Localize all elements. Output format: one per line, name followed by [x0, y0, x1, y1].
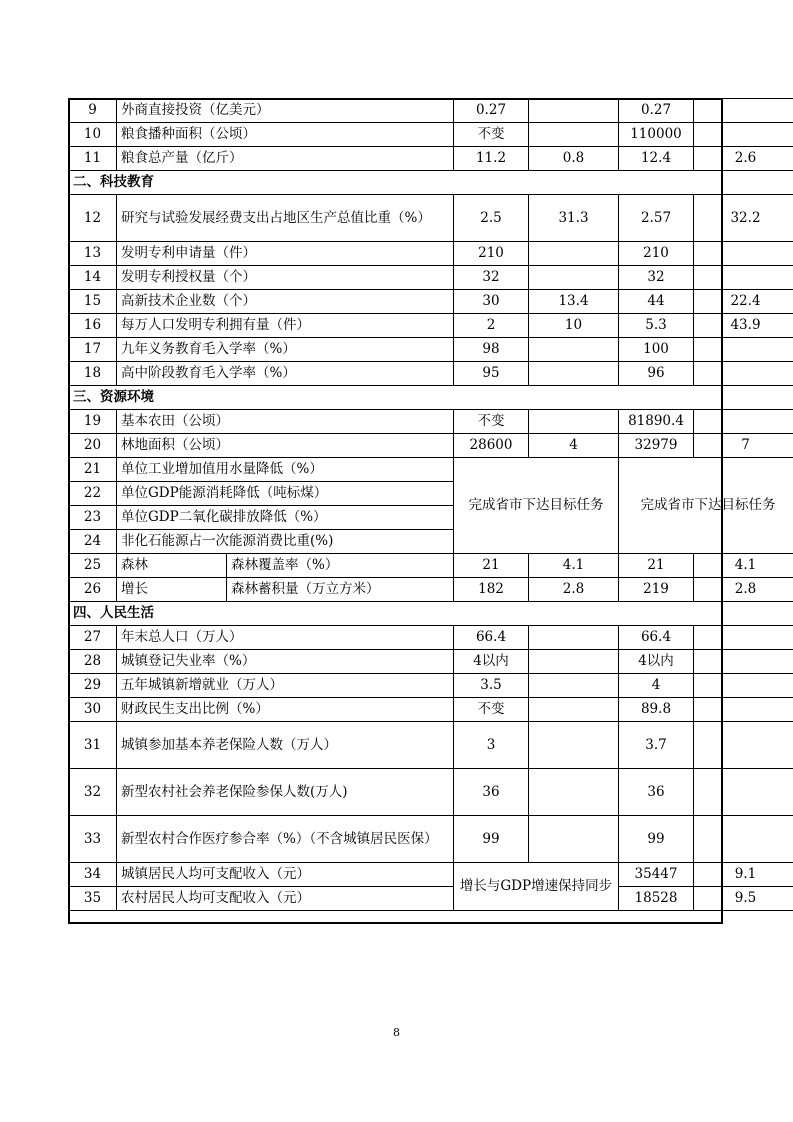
- indicator-name: 城镇登记失业率（%）: [117, 650, 454, 674]
- value-d: 4.1: [694, 554, 793, 578]
- section-title: 三、资源环境: [69, 386, 793, 410]
- value-c: 4以内: [619, 650, 694, 674]
- value-d: [694, 266, 793, 290]
- value-b: [529, 674, 619, 698]
- indicator-name: 粮食播种面积（公顷）: [117, 123, 454, 147]
- value-d: 2.6: [694, 147, 793, 171]
- target-note: 增长与GDP增速保持同步: [454, 863, 619, 911]
- value-d: [694, 362, 793, 386]
- value-b: [529, 722, 619, 769]
- group-label: 森林: [117, 554, 227, 578]
- value-b: 31.3: [529, 195, 619, 242]
- value-a: 不变: [454, 123, 529, 147]
- row-number: 10: [69, 123, 117, 147]
- indicator-name: 单位工业增加值用水量降低（%）: [117, 458, 454, 482]
- value-c: 99: [619, 816, 694, 863]
- table-row: [69, 650, 793, 674]
- value-b: [529, 123, 619, 147]
- section-title: 四、人民生活: [69, 602, 793, 626]
- row-number: 26: [69, 578, 117, 602]
- row-number: 9: [69, 99, 117, 123]
- value-b: 0.8: [529, 147, 619, 171]
- value-c: 32979: [619, 434, 694, 458]
- indicator-name: 五年城镇新增就业（万人）: [117, 674, 454, 698]
- table-row: [69, 314, 793, 338]
- value-b: [529, 266, 619, 290]
- table-row: [69, 434, 793, 458]
- indicator-name: 城镇居民人均可支配收入（元）: [117, 863, 454, 887]
- value-d: 43.9: [694, 314, 793, 338]
- value-a: 32: [454, 266, 529, 290]
- table-row: [69, 722, 793, 769]
- indicator-name: 高新技术企业数（个）: [117, 290, 454, 314]
- row-number: 20: [69, 434, 117, 458]
- indicator-name: 非化石能源占一次能源消费比重(%): [117, 530, 454, 554]
- indicator-table: [68, 98, 793, 911]
- value-a: 66.4: [454, 626, 529, 650]
- row-number: 19: [69, 410, 117, 434]
- indicator-name: 发明专利申请量（件）: [117, 242, 454, 266]
- value-b: [529, 99, 619, 123]
- value-c: 219: [619, 578, 694, 602]
- target-note: 完成省市下达目标任务: [619, 458, 793, 554]
- indicator-name: 年末总人口（万人）: [117, 626, 454, 650]
- table-row: [69, 554, 793, 578]
- value-c: 5.3: [619, 314, 694, 338]
- value-b: [529, 242, 619, 266]
- group-label: 增长: [117, 578, 227, 602]
- indicator-name: 森林覆盖率（%）: [227, 554, 454, 578]
- value-a: 36: [454, 769, 529, 816]
- value-c: 0.27: [619, 99, 694, 123]
- row-number: 32: [69, 769, 117, 816]
- table-row: [69, 410, 793, 434]
- value-a: 182: [454, 578, 529, 602]
- value-a: 2.5: [454, 195, 529, 242]
- row-number: 30: [69, 698, 117, 722]
- row-number: 21: [69, 458, 117, 482]
- row-number: 15: [69, 290, 117, 314]
- indicator-name: 林地面积（公顷）: [117, 434, 454, 458]
- value-d: [694, 650, 793, 674]
- value-b: [529, 362, 619, 386]
- row-number: 31: [69, 722, 117, 769]
- value-b: [529, 626, 619, 650]
- row-number: 16: [69, 314, 117, 338]
- value-a: 95: [454, 362, 529, 386]
- value-c: 12.4: [619, 147, 694, 171]
- value-d: [694, 674, 793, 698]
- value-d: 9.1: [694, 863, 793, 887]
- indicator-name: 财政民生支出比例（%）: [117, 698, 454, 722]
- table-row: [69, 195, 793, 242]
- value-d: 7: [694, 434, 793, 458]
- value-c: 3.7: [619, 722, 694, 769]
- value-d: 32.2: [694, 195, 793, 242]
- table-row: [69, 578, 793, 602]
- table-row: [69, 626, 793, 650]
- indicator-name: 森林蓄积量（万立方米）: [227, 578, 454, 602]
- table-body: [69, 99, 793, 911]
- indicator-name: 新型农村合作医疗参合率（%）（不含城镇居民医保）: [117, 816, 454, 863]
- value-d: [694, 626, 793, 650]
- indicator-name: 城镇参加基本养老保险人数（万人）: [117, 722, 454, 769]
- indicator-name: 农村居民人均可支配收入（元）: [117, 887, 454, 911]
- value-b: [529, 769, 619, 816]
- value-d: [694, 722, 793, 769]
- value-d: [694, 123, 793, 147]
- indicator-name: 研究与试验发展经费支出占地区生产总值比重（%）: [117, 195, 454, 242]
- indicator-name: 粮食总产量（亿斤）: [117, 147, 454, 171]
- value-b: [529, 816, 619, 863]
- row-number: 35: [69, 887, 117, 911]
- indicator-name: 高中阶段教育毛入学率（%）: [117, 362, 454, 386]
- row-number: 28: [69, 650, 117, 674]
- row-number: 17: [69, 338, 117, 362]
- value-a: 不变: [454, 698, 529, 722]
- table-row: [69, 458, 793, 482]
- value-a: 0.27: [454, 99, 529, 123]
- row-number: 33: [69, 816, 117, 863]
- value-a: 21: [454, 554, 529, 578]
- value-b: 10: [529, 314, 619, 338]
- row-number: 22: [69, 482, 117, 506]
- value-d: [694, 769, 793, 816]
- page-number: 8: [393, 1026, 400, 1039]
- value-d: [694, 242, 793, 266]
- table-row: [69, 769, 793, 816]
- value-c: 89.8: [619, 698, 694, 722]
- table-row: [69, 674, 793, 698]
- value-a: 28600: [454, 434, 529, 458]
- indicator-name: 基本农田（公顷）: [117, 410, 454, 434]
- value-c: 18528: [619, 887, 694, 911]
- value-c: 96: [619, 362, 694, 386]
- value-d: [694, 338, 793, 362]
- row-number: 12: [69, 195, 117, 242]
- table-row: [69, 863, 793, 887]
- value-b: [529, 698, 619, 722]
- section-header: [69, 171, 793, 195]
- indicator-name: 九年义务教育毛入学率（%）: [117, 338, 454, 362]
- value-a: 99: [454, 816, 529, 863]
- table-row: [69, 698, 793, 722]
- table-row: [69, 266, 793, 290]
- value-b: 4: [529, 434, 619, 458]
- row-number: 34: [69, 863, 117, 887]
- row-number: 27: [69, 626, 117, 650]
- table-row: [69, 147, 793, 171]
- value-a: 4以内: [454, 650, 529, 674]
- value-c: 32: [619, 266, 694, 290]
- row-number: 25: [69, 554, 117, 578]
- value-c: 4: [619, 674, 694, 698]
- value-b: [529, 650, 619, 674]
- indicator-name: 单位GDP二氧化碳排放降低（%）: [117, 506, 454, 530]
- target-note: 完成省市下达目标任务: [454, 458, 619, 554]
- value-d: 2.8: [694, 578, 793, 602]
- value-b: 13.4: [529, 290, 619, 314]
- value-a: 98: [454, 338, 529, 362]
- indicator-name: 每万人口发明专利拥有量（件）: [117, 314, 454, 338]
- table-row: [69, 816, 793, 863]
- row-number: 13: [69, 242, 117, 266]
- table-row: [69, 362, 793, 386]
- value-c: 35447: [619, 863, 694, 887]
- indicator-name: 单位GDP能源消耗降低（吨标煤）: [117, 482, 454, 506]
- value-a: 3.5: [454, 674, 529, 698]
- value-d: [694, 99, 793, 123]
- table-row: [69, 290, 793, 314]
- value-d: 22.4: [694, 290, 793, 314]
- value-b: [529, 410, 619, 434]
- value-c: 210: [619, 242, 694, 266]
- value-c: 21: [619, 554, 694, 578]
- value-b: [529, 338, 619, 362]
- value-a: 2: [454, 314, 529, 338]
- value-d: 9.5: [694, 887, 793, 911]
- row-number: 23: [69, 506, 117, 530]
- value-c: 44: [619, 290, 694, 314]
- value-a: 210: [454, 242, 529, 266]
- value-c: 100: [619, 338, 694, 362]
- table-row: [69, 887, 793, 911]
- value-a: 不变: [454, 410, 529, 434]
- section-header: [69, 386, 793, 410]
- indicator-name: 新型农村社会养老保险参保人数(万人): [117, 769, 454, 816]
- value-c: 110000: [619, 123, 694, 147]
- value-a: 11.2: [454, 147, 529, 171]
- table-row: [69, 99, 793, 123]
- value-c: 2.57: [619, 195, 694, 242]
- table-row: [69, 338, 793, 362]
- value-c: 66.4: [619, 626, 694, 650]
- value-c: 81890.4: [619, 410, 694, 434]
- row-number: 11: [69, 147, 117, 171]
- table-row: [69, 123, 793, 147]
- indicator-name: 外商直接投资（亿美元）: [117, 99, 454, 123]
- value-a: 30: [454, 290, 529, 314]
- value-a: 3: [454, 722, 529, 769]
- row-number: 18: [69, 362, 117, 386]
- table-row: [69, 242, 793, 266]
- section-title: 二、科技教育: [69, 171, 793, 195]
- value-d: [694, 410, 793, 434]
- row-number: 14: [69, 266, 117, 290]
- value-c: 36: [619, 769, 694, 816]
- value-b: 2.8: [529, 578, 619, 602]
- value-d: [694, 698, 793, 722]
- value-d: [694, 816, 793, 863]
- section-header: [69, 602, 793, 626]
- row-number: 24: [69, 530, 117, 554]
- row-number: 29: [69, 674, 117, 698]
- indicator-name: 发明专利授权量（个）: [117, 266, 454, 290]
- value-b: 4.1: [529, 554, 619, 578]
